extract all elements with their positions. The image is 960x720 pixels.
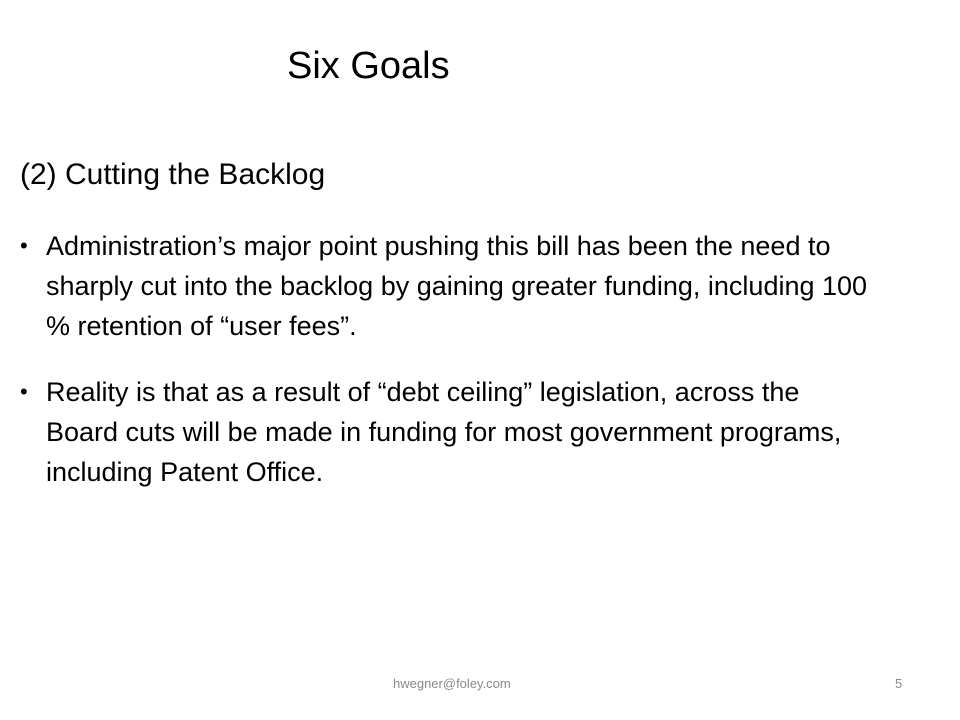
bullet-text: Administration’s major point pushing this bill has been the need to sharply cut into the backlog by gaining greater funding, including 100 % retention of “user fees”. [46,231,868,341]
bullet-item [20,372,870,492]
bullet-icon: • [20,233,28,258]
slide-footer [0,676,960,696]
bullet-list [20,226,870,518]
bullet-text: Reality is that as a result of “debt ceiling” legislation, across the Board cuts will be made in funding for most government programs, including Patent Office. [46,377,842,487]
page-number: 5 [895,676,903,691]
bullet-icon: • [20,379,28,404]
footer-email: hwegner@foley.com [393,676,511,691]
slide-title: Six Goals [287,45,450,87]
bullet-item [20,226,870,346]
slide-subtitle: (2) Cutting the Backlog [20,158,326,191]
